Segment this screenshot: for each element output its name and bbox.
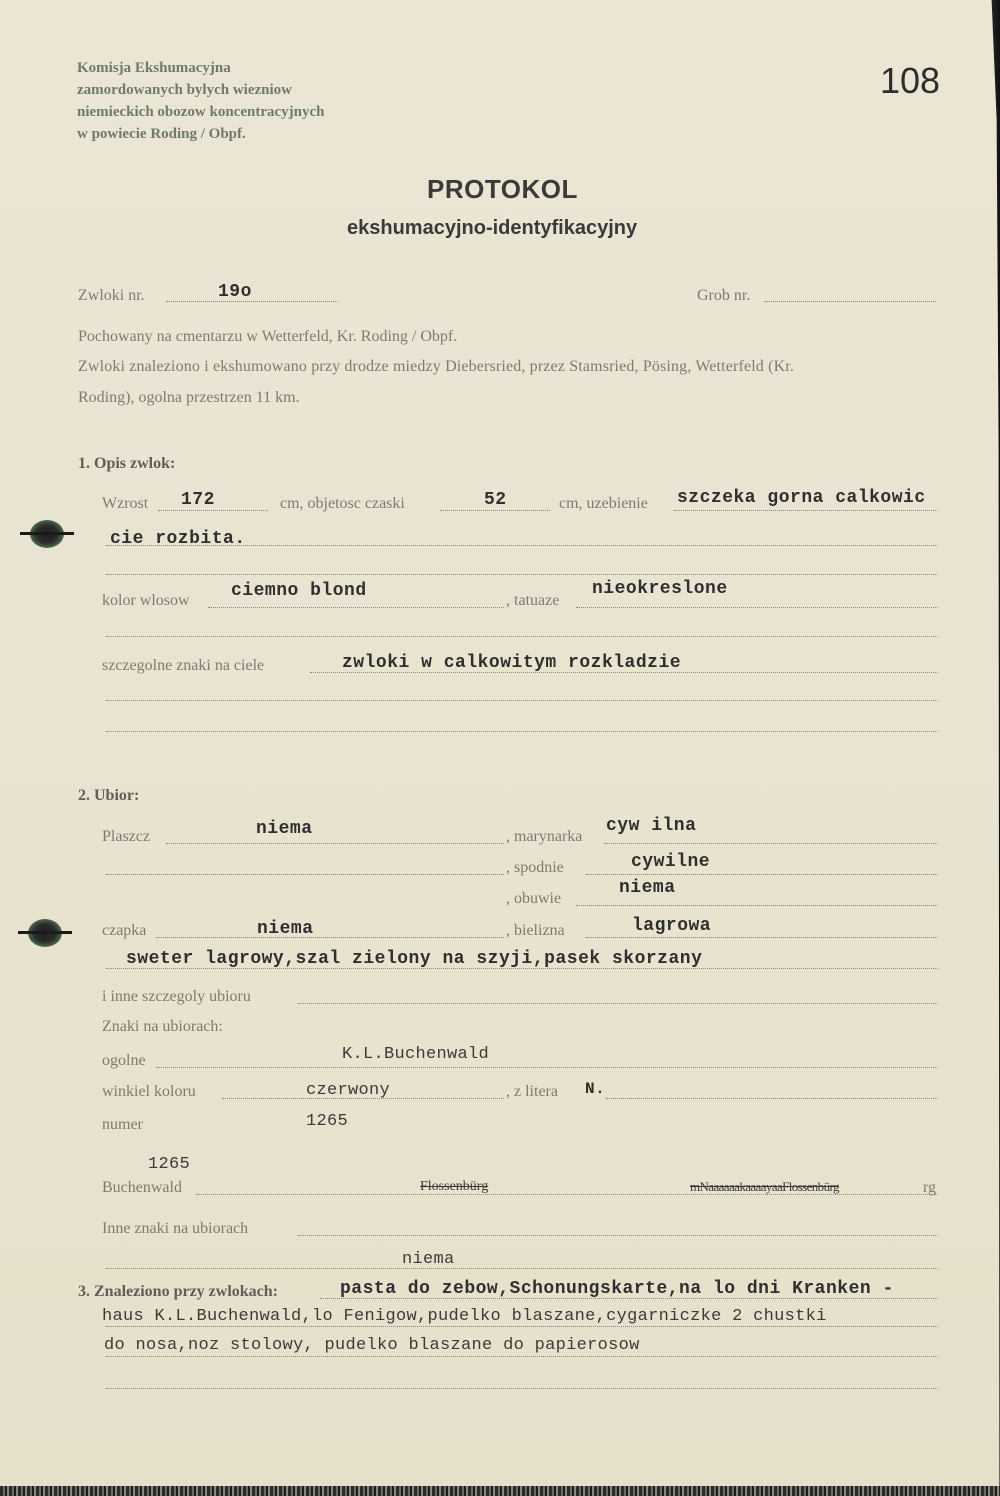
grave-number-line [764,301,936,302]
skull-value: 52 [484,490,507,510]
coat-line [166,843,504,844]
blank-line-3 [106,700,938,701]
found-items-rule-1 [320,1298,938,1299]
found-location-text-1: Zwloki znaleziono i ekshumowano przy drodze miedzy Diebersried, przez Stamsried, Pösing, Wetterfeld (Kr. [78,358,795,375]
jacket-value: cyw ilna [606,816,697,836]
underwear-label: , bielizna [506,922,565,939]
teeth-continuation-line [106,545,938,546]
height-line [158,510,268,511]
document-title: PROTOKOL [427,174,578,204]
body-marks-label: szczegolne znaki na ciele [102,657,265,674]
triangle-color-value: czerwony [306,1081,391,1100]
body-number-value: 19o [218,282,252,302]
teeth-label: cm, uzebienie [559,495,648,512]
blank-line-2 [106,636,938,637]
skull-label: cm, objetosc czaski [280,495,405,512]
punch-hole-top [30,520,64,548]
number-value: 1265 [306,1112,349,1131]
blank-clothing-line [106,874,504,875]
jacket-line [604,843,938,844]
found-items-line-1: pasta do zebow,Schonungskarte,na lo dni Kranken - [340,1279,894,1299]
teeth-value-1: szczeka gorna calkowic [677,488,926,508]
clothing-marks-heading: Znaki na ubiorach: [102,1018,223,1035]
grave-number-label: Grob nr. [697,287,751,304]
trousers-value: cywilne [631,852,711,872]
trousers-line [586,874,938,875]
underwear-value: lagrowa [632,916,712,936]
body-number-line [166,301,338,302]
hair-color-line [208,607,504,608]
teeth-line [674,510,938,511]
page-number: 108 [880,60,941,101]
punch-hole-bottom [28,919,62,947]
burial-place-text: Pochowany na cmentarzu w Wetterfeld, Kr. Roding / Obpf. [78,328,458,345]
other-marks-value: niema [402,1250,455,1269]
hair-color-value: ciemno blond [231,581,367,601]
found-items-line-3: do nosa,noz stolowy, pudelko blaszane do papierosow [104,1336,640,1355]
blank-line-4 [106,731,938,732]
camp-name-label: Buchenwald [102,1179,182,1196]
letter-value: N. [585,1080,606,1098]
found-items-line-2: haus K.L.Buchenwald,lo Fenigow,pudelko blaszane,cygarniczke 2 chustki [102,1307,827,1326]
org-line-4: w powiecie Roding / Obpf. [77,126,246,142]
tattoo-line [576,607,938,608]
other-marks-label: Inne znaki na ubiorach [102,1220,249,1237]
other-clothing-label: i inne szczegoly ubioru [102,988,251,1005]
coat-value: niema [256,819,313,839]
general-marks-line [156,1067,938,1068]
body-number-label: Zwloki nr. [78,287,145,304]
height-value: 172 [181,490,215,510]
body-marks-value: zwloki w calkowitym rozkladzie [342,653,682,673]
coat-label: Plaszcz [102,828,150,845]
section-2-heading: 2. Ubior: [78,787,140,804]
org-line-3: niemieckich obozow koncentracyjnych [77,104,325,120]
jacket-label: , marynarka [506,828,583,845]
general-marks-value: K.L.Buchenwald [342,1045,490,1064]
struck-text-1: Flossenbürg [420,1179,489,1194]
org-line-1: Komisja Ekshumacyjna [77,60,231,76]
underwear-line [586,937,938,938]
letter-label: , z litera [506,1083,558,1100]
other-clothing-value: sweter lagrowy,szal zielony na szyji,pasek skorzany [126,949,703,969]
blank-line-1 [106,574,938,575]
number-label: numer [102,1116,143,1133]
tattoo-value: nieokreslone [592,579,728,599]
org-line-2: zamordowanych bylych wiezniow [77,82,292,98]
other-clothing-value-line [106,968,938,969]
found-items-rule-2 [106,1326,938,1327]
shoes-value: niema [619,878,676,898]
found-items-rule-4 [106,1388,938,1389]
tattoo-label: , tatuaze [506,592,560,609]
other-marks-value-line [106,1268,938,1269]
letter-line [606,1098,938,1099]
other-clothing-line [298,1003,938,1004]
trousers-label: , spodnie [506,859,564,876]
shoes-line [576,905,938,906]
cap-label: czapka [102,922,147,939]
found-items-rule-3 [106,1356,938,1357]
scan-edge-right [972,0,1000,1496]
scan-edge-bottom [0,1486,1000,1496]
camp-number-value: 1265 [148,1155,191,1174]
found-location-text-2: Roding), ogolna przestrzen 11 km. [78,389,300,406]
other-marks-line [298,1235,938,1236]
section-3-heading: 3. Znaleziono przy zwlokach: [78,1283,278,1300]
cap-value: niema [257,919,314,939]
struck-text-2: mNaaaaaakaaaayaaFlossenbürg [690,1179,839,1194]
skull-line [440,510,550,511]
general-marks-label: ogolne [102,1052,146,1069]
struck-text-end: rg [923,1179,937,1196]
teeth-value-2: cie rozbita. [110,529,246,549]
section-1-heading: 1. Opis zwlok: [78,455,176,472]
cap-line [156,937,504,938]
document-subtitle: ekshumacyjno-identyfikacyjny [347,217,638,239]
triangle-color-label: winkiel koloru [102,1083,196,1100]
height-label: Wzrost [102,495,149,512]
hair-color-label: kolor wlosow [102,592,190,609]
shoes-label: , obuwie [506,890,562,907]
